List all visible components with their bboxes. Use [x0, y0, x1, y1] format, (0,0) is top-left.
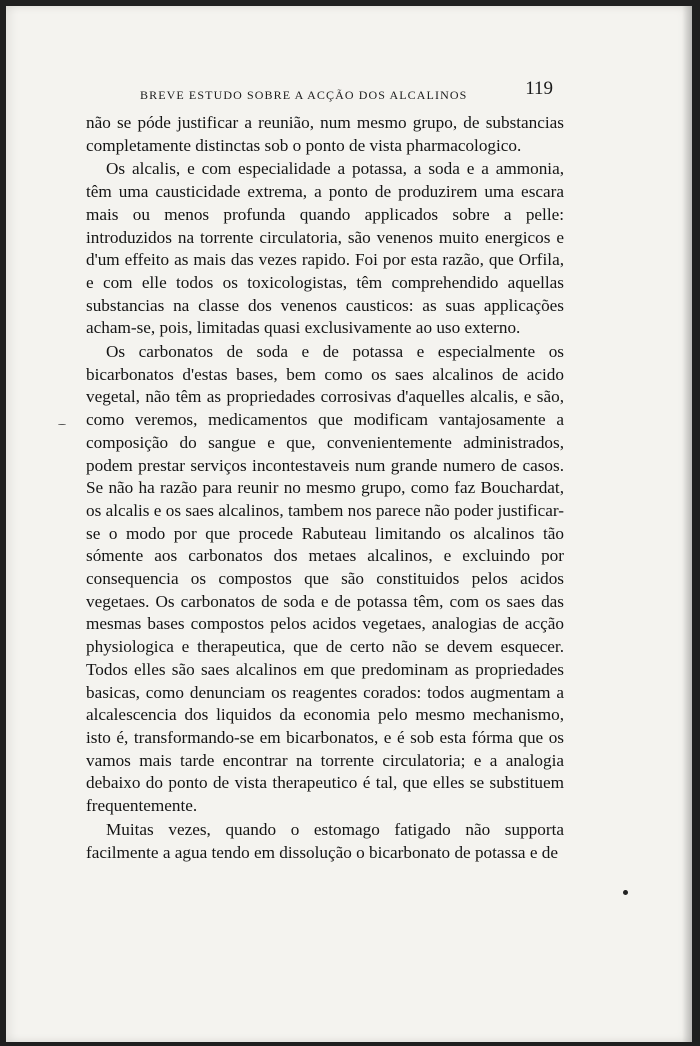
paragraph-carbonatos: Os carbonatos de soda e de potassa e especialmente os bicarbonatos d'estas bases, bem como os saes alcalinos de acido vegetal, não têm as propriedades corrosivas d'aquelles alcalis, e são, como veremos, medicamentos que modificam vantajosamente a composição do sangue e que, convenientemente administrados, podem prestar serviços incontestaveis num grande numero de casos. Se não ha razão para reunir no mesmo grupo, como faz Bouchardat, os alcalis e os saes alcalinos, tambem nos parece não poder justificar-se o modo por que procede Rabuteau limitando os alcalinos tão sómente aos carbonatos dos metaes alcalinos, e excluindo por consequencia os compostos que são constituidos pelos acidos vegetaes. Os carbonatos de soda e de potassa têm, com os saes das mesmas bases compostos pelos acidos vegetaes, analogias de acção physiologica e therapeutica, que de certo não se devem esquecer. Todos elles são saes alcalinos em que predominam as propriedades basicas, como denunciam os reagentes corados: todos augmentam a alcalescencia dos liquidos da economia pelo mesmo mechanismo, isto é, transformando-se em bicarbonatos, e é sob esta fórma que os vamos mais tarde encontrar na torrente circulatoria; e a analogia debaixo do ponto de vista therapeutico é tal, que elles se substituem frequentemente. — [86, 342, 564, 816]
running-title: BREVE ESTUDO SOBRE A ACÇÃO DOS ALCALINOS — [140, 88, 468, 102]
ink-speck — [623, 890, 628, 895]
body-text — [86, 112, 564, 864]
ink-speck — [58, 424, 66, 425]
page-edge-shadow — [682, 6, 692, 1042]
paragraph-alcalis: Os alcalis, e com especialidade a potassa, a soda e a ammonia, têm uma causticidade extrema, a ponto de produzirem uma escara mais ou menos profunda quando applicados sobre a pelle: introduzidos na torrente circulatoria, são venenos muito energicos e d'um effeito as mais das vezes rapido. Foi por esta razão, que Orfila, e com elle todos os toxicologistas, têm comprehendido aquellas substancias na classe dos venenos causticos: as suas applicações acham-se, pois, limitadas quasi exclusivamente ao uso externo. — [86, 159, 564, 338]
paragraph-muitas-vezes: Muitas vezes, quando o estomago fatigado não supporta facilmente a agua tendo em dissolução o bicarbonato de potassa e de — [86, 819, 564, 862]
page-number: 119 — [525, 78, 553, 99]
book-page — [6, 6, 692, 1042]
paragraph-continued: não se póde justificar a reunião, num mesmo grupo, de substancias completamente distinctas sob o ponto de vista pharmacologico. — [86, 113, 564, 155]
